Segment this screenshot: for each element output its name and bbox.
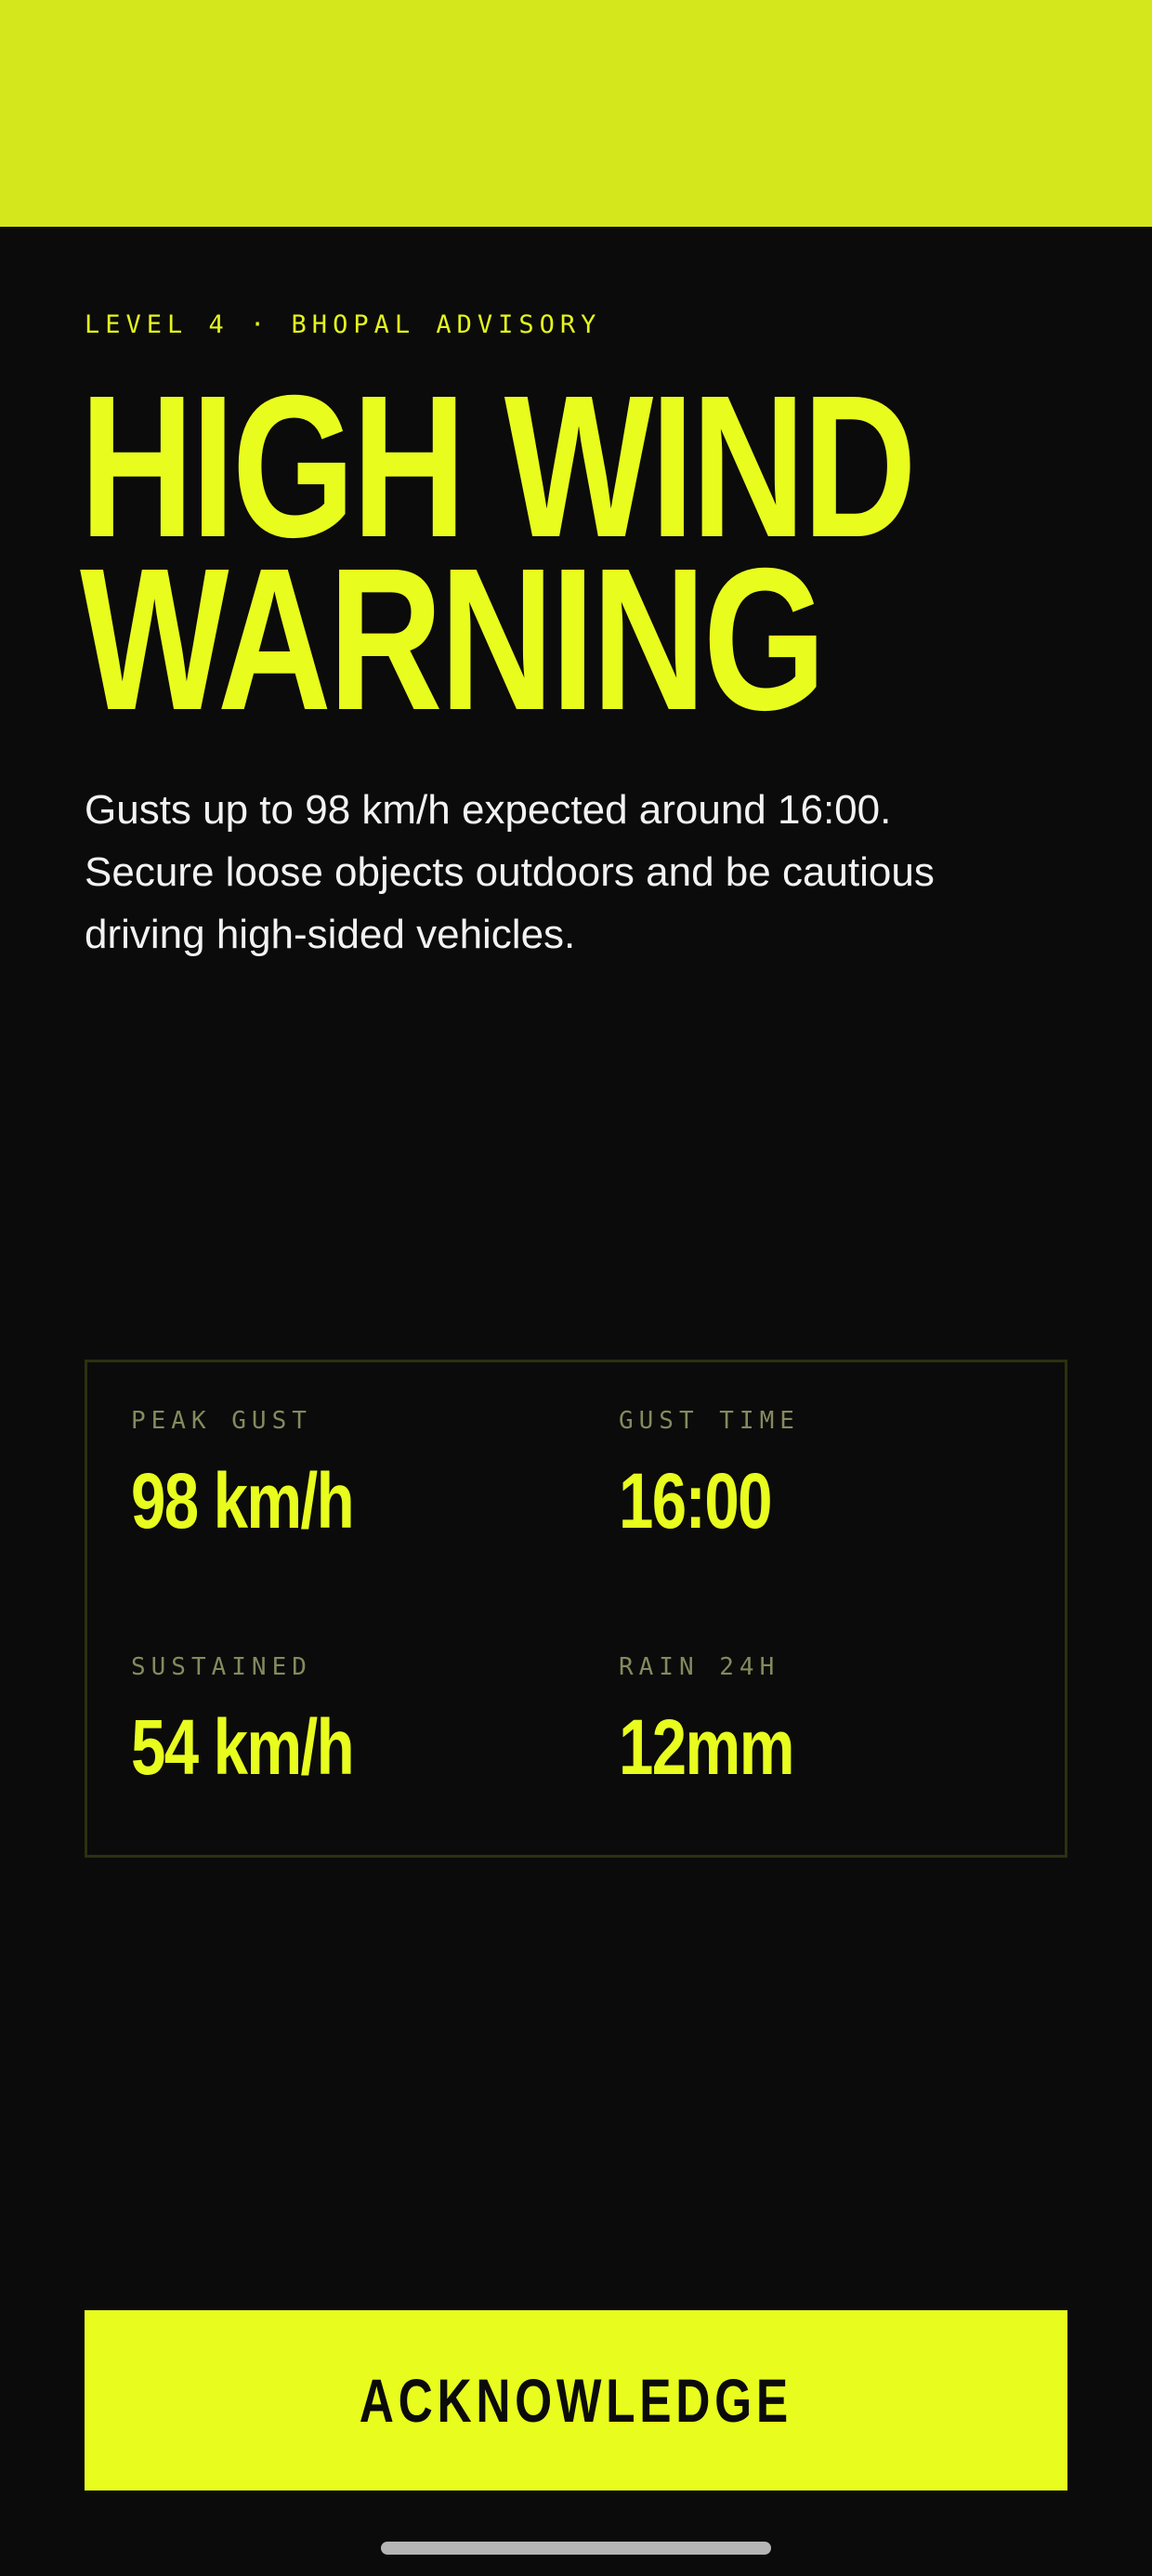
alert-level-label: LEVEL 4 · BHOPAL ADVISORY [85, 310, 602, 339]
alert-headline [80, 354, 914, 753]
stat-value: 12mm [619, 1703, 793, 1791]
acknowledge-button-label: ACKNOWLEDGE [359, 2366, 793, 2435]
acknowledge-button[interactable] [85, 2310, 1067, 2491]
stat-value: 98 km/h [131, 1457, 354, 1544]
stat-label: PEAK GUST [131, 1407, 312, 1435]
alert-description: Gusts up to 98 km/h expected around 16:00. Secure loose objects outdoors and be cautious driving high-sided vehicles. [85, 787, 935, 957]
stat-label: RAIN 24H [619, 1653, 780, 1681]
stat-sustained [131, 1653, 577, 1789]
stat-gust-time [619, 1407, 1065, 1543]
stats-panel [85, 1360, 1067, 1858]
stat-label: SUSTAINED [131, 1653, 312, 1681]
stat-value: 54 km/h [131, 1703, 354, 1791]
top-color-band [0, 0, 1152, 227]
headline-line-1: HIGH WIND [80, 354, 914, 580]
stat-value: 16:00 [619, 1457, 771, 1544]
home-indicator[interactable] [381, 2542, 771, 2555]
stat-peak-gust [131, 1407, 577, 1543]
stat-rain-24h [619, 1653, 1065, 1789]
headline-line-2: WARNING [80, 527, 823, 753]
stat-label: GUST TIME [619, 1407, 800, 1435]
